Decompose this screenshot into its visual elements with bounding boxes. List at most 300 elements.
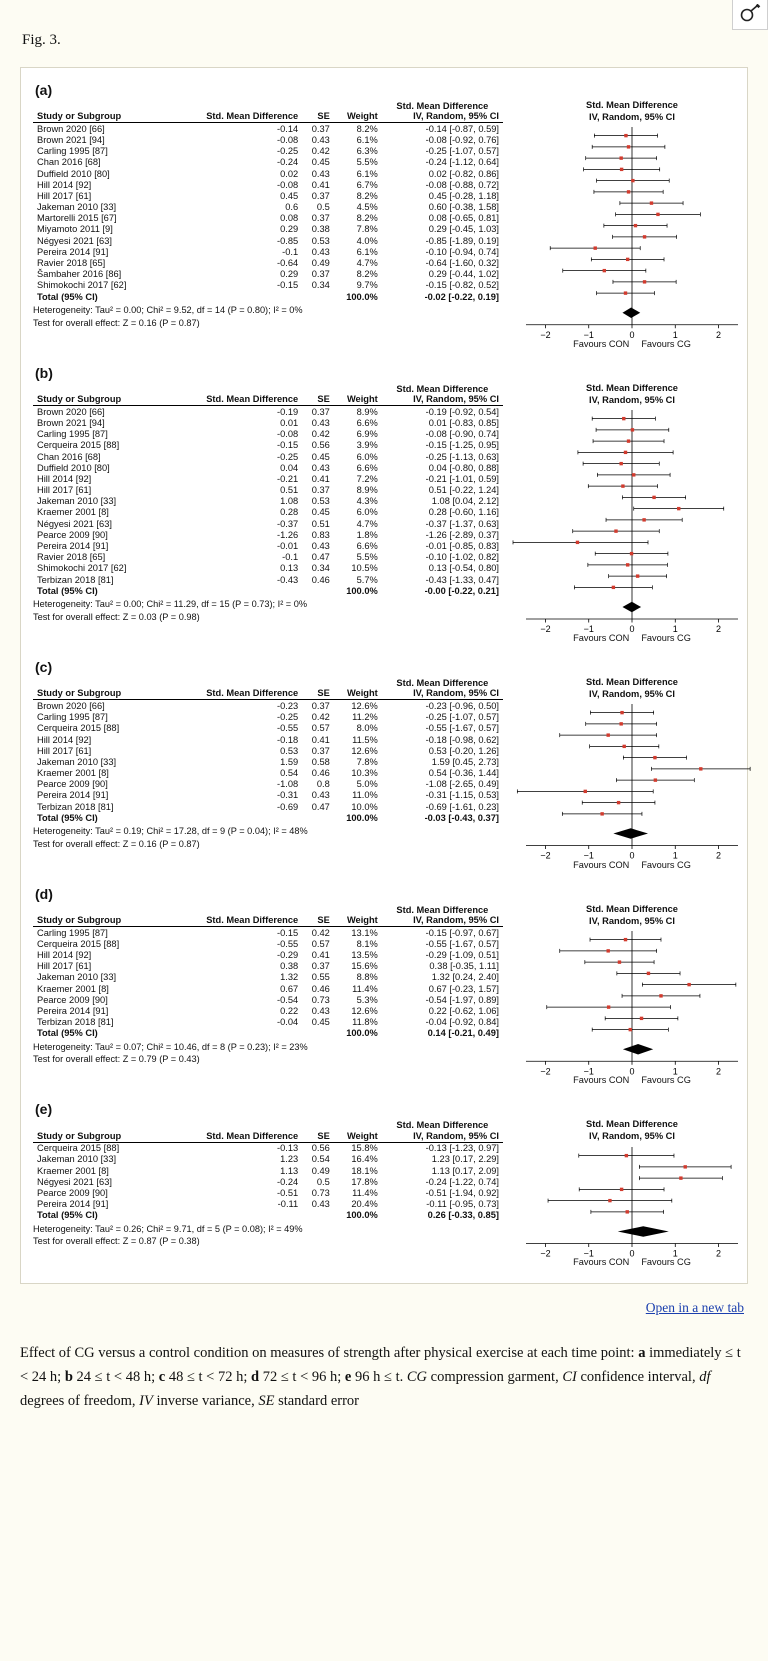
row-ci: 0.53 [-0.20, 1.26] <box>428 745 499 756</box>
table-row <box>33 790 503 801</box>
row-se: 0.45 <box>311 451 330 462</box>
row-study: Kraemer 2001 [8] <box>37 768 109 779</box>
row-smd: -0.14 <box>276 123 299 134</box>
row-study: Terbizan 2018 [81] <box>37 1017 114 1028</box>
table-row <box>33 1005 503 1016</box>
forest-plot-d <box>507 927 757 1077</box>
row-se: 0.37 <box>311 269 330 280</box>
caption-d-letter: d <box>251 1369 260 1386</box>
total-row <box>33 585 503 596</box>
row-ci: -0.64 [-1.60, 0.32] <box>425 258 499 269</box>
caption-a-letter: a <box>638 1345 646 1362</box>
favours-cg-label: Favours CG <box>641 633 691 644</box>
table-row <box>33 246 503 257</box>
row-ci: 1.32 [0.24, 2.40] <box>431 972 499 983</box>
row-smd: 0.54 <box>280 768 299 779</box>
row-se: 0.54 <box>311 1154 330 1165</box>
row-smd: -0.25 <box>276 451 299 462</box>
row-se: 0.37 <box>311 961 330 972</box>
row-se: 0.37 <box>311 190 330 201</box>
table-row <box>33 462 503 473</box>
total-row <box>33 812 503 823</box>
row-smd: -0.11 <box>277 1199 299 1210</box>
row-se: 0.56 <box>311 1143 330 1154</box>
row-smd: -0.24 <box>276 1176 299 1187</box>
svg-text:−2: −2 <box>540 1066 551 1077</box>
col-ci: IV, Random, 95% CI <box>382 394 503 406</box>
row-study: Hill 2017 [61] <box>37 745 92 756</box>
row-ci: 0.29 [-0.45, 1.03] <box>428 224 499 235</box>
row-ci: -0.11 [-0.95, 0.73] <box>426 1199 499 1210</box>
row-se: 0.42 <box>311 712 330 723</box>
table-row <box>33 540 503 551</box>
row-study: Jakeman 2010 [33] <box>37 496 117 507</box>
row-weight: 13.5% <box>351 950 378 961</box>
favours-con-label: Favours CON <box>573 633 630 644</box>
table-row <box>33 712 503 723</box>
row-weight: 5.5% <box>356 157 378 168</box>
table-row <box>33 157 503 168</box>
row-ci: -0.24 [-1.12, 0.64] <box>425 157 499 168</box>
row-se: 0.42 <box>311 429 330 440</box>
row-se: 0.37 <box>311 700 330 711</box>
row-weight: 8.9% <box>356 485 378 496</box>
row-study: Shimokochi 2017 [62] <box>37 563 127 574</box>
row-weight: 12.6% <box>351 700 378 711</box>
table-row <box>33 574 503 585</box>
row-study: Kraemer 2001 [8] <box>37 983 109 994</box>
row-ci: 0.08 [-0.65, 0.81] <box>428 213 499 224</box>
total-label: Total (95% CI) <box>37 1210 98 1221</box>
table-row <box>33 1017 503 1028</box>
row-smd: -0.51 <box>276 1187 299 1198</box>
total-ci: -0.03 [-0.43, 0.37] <box>424 812 499 823</box>
row-smd: -1.08 <box>276 779 299 790</box>
row-se: 0.37 <box>311 406 330 417</box>
row-ci: 1.23 [0.17, 2.29] <box>431 1154 499 1165</box>
table-title: Std. Mean Difference <box>396 904 489 915</box>
row-se: 0.43 <box>311 1199 330 1210</box>
row-smd: -0.69 <box>276 801 299 812</box>
table-row <box>33 1199 503 1210</box>
row-weight: 3.9% <box>356 440 378 451</box>
col-ci: IV, Random, 95% CI <box>382 1131 503 1143</box>
row-smd: 0.22 <box>280 1006 299 1016</box>
row-weight: 8.2% <box>356 190 378 201</box>
row-ci: -0.54 [-1.97, 0.89] <box>425 994 499 1005</box>
table-row <box>33 280 503 291</box>
row-se: 0.41 <box>311 734 330 745</box>
table-row <box>33 723 503 734</box>
row-smd: -0.04 <box>276 1017 299 1028</box>
pencil-icon[interactable] <box>732 0 768 30</box>
row-smd: -0.54 <box>276 994 299 1005</box>
row-se: 0.46 <box>311 574 330 585</box>
overall-effect-text: Test for overall effect: Z = 0.16 (P = 0.87) <box>33 838 200 849</box>
row-weight: 6.9% <box>356 429 378 440</box>
row-study: Jakeman 2010 [33] <box>37 1154 117 1165</box>
col-study: Study or Subgroup <box>33 915 181 927</box>
row-se: 0.43 <box>311 462 330 473</box>
row-weight: 6.6% <box>356 462 378 473</box>
table-title: Std. Mean Difference <box>396 100 489 111</box>
table-row <box>33 202 503 213</box>
forest-panel-b <box>33 365 735 643</box>
forest-table-d <box>33 904 503 1039</box>
abbr-term: CG <box>406 1369 428 1386</box>
row-weight: 6.6% <box>356 417 378 428</box>
row-se: 0.53 <box>311 496 330 507</box>
table-row <box>33 429 503 440</box>
row-ci: -0.13 [-1.23, 0.97] <box>425 1143 499 1154</box>
row-study: Brown 2021 [94] <box>37 417 105 428</box>
row-se: 0.41 <box>311 473 330 484</box>
table-row <box>33 756 503 767</box>
row-study: Jakeman 2010 [33] <box>37 202 117 213</box>
row-ci: -0.31 [-1.15, 0.53] <box>425 790 499 801</box>
panel-letter-a: (a) <box>35 82 53 98</box>
row-smd: -0.15 <box>276 440 299 451</box>
row-weight: 11.4% <box>352 1187 378 1198</box>
row-smd: 0.13 <box>280 563 299 574</box>
row-study: Šambaher 2016 [86] <box>37 269 122 280</box>
table-row <box>33 801 503 812</box>
table-row <box>33 927 503 939</box>
caption-d-text: 72 ≤ t < 96 h; <box>259 1369 345 1386</box>
abbr-def: degrees of freedom, <box>20 1392 140 1409</box>
total-label: Total (95% CI) <box>37 291 98 302</box>
row-se: 0.57 <box>311 723 330 734</box>
row-smd: -0.23 <box>276 700 299 711</box>
row-smd: -0.31 <box>276 790 299 801</box>
row-study: Ravier 2018 [65] <box>37 258 106 269</box>
table-row <box>33 440 503 451</box>
row-weight: 7.8% <box>356 224 378 235</box>
col-smd: Std. Mean Difference <box>181 111 302 123</box>
row-weight: 8.0% <box>356 723 378 734</box>
caption-e-text: 96 h ≤ t. <box>351 1369 404 1386</box>
row-weight: 12.6% <box>351 1006 378 1016</box>
row-se: 0.43 <box>311 168 330 179</box>
heterogeneity-text: Heterogeneity: Tau² = 0.07; Chi² = 10.46, df = 8 (P = 0.23); I² = 23% <box>33 1041 308 1052</box>
overall-effect-text: Test for overall effect: Z = 0.03 (P = 0.98) <box>33 611 200 622</box>
table-row <box>33 938 503 949</box>
row-weight: 5.7% <box>356 574 378 585</box>
row-smd: -0.08 <box>276 429 299 440</box>
table-row <box>33 168 503 179</box>
forest-table-b <box>33 383 503 596</box>
row-se: 0.73 <box>311 1187 330 1198</box>
row-ci: -1.08 [-2.65, 0.49] <box>425 779 499 790</box>
row-se: 0.58 <box>311 756 330 767</box>
total-ci: 0.14 [-0.21, 0.49] <box>427 1028 499 1039</box>
abbr-term: df <box>699 1369 711 1386</box>
row-weight: 11.2% <box>352 712 378 723</box>
favours-con-label: Favours CON <box>573 1257 630 1268</box>
forest-table-c <box>33 677 503 823</box>
row-smd: 1.32 <box>280 972 299 983</box>
row-se: 0.8 <box>316 779 330 790</box>
forest-plot-a <box>507 123 757 341</box>
row-smd: 0.29 <box>280 224 299 235</box>
row-se: 0.43 <box>311 246 330 257</box>
row-se: 0.43 <box>311 790 330 801</box>
table-row <box>33 949 503 960</box>
col-smd: Std. Mean Difference <box>181 394 302 406</box>
table-row <box>33 734 503 745</box>
total-label: Total (95% CI) <box>37 585 98 596</box>
caption-intro: Effect of CG versus a control condition on measures of strength after physical exercise at each time point: <box>20 1345 639 1362</box>
col-study: Study or Subgroup <box>33 688 181 700</box>
row-se: 0.43 <box>311 134 330 145</box>
row-weight: 6.1% <box>356 134 378 145</box>
row-smd: -0.1 <box>282 552 299 563</box>
heterogeneity-text: Heterogeneity: Tau² = 0.26; Chi² = 9.71, df = 5 (P = 0.08); I² = 49% <box>33 1223 303 1234</box>
row-weight: 5.0% <box>356 779 378 790</box>
total-weight: 100.0% <box>346 585 378 596</box>
svg-text:0: 0 <box>629 624 635 635</box>
row-study: Terbizan 2018 [81] <box>37 574 114 585</box>
row-se: 0.42 <box>311 927 330 938</box>
row-ci: 0.28 [-0.60, 1.16] <box>428 507 499 518</box>
row-study: Miyamoto 2011 [9] <box>37 224 113 235</box>
total-label: Total (95% CI) <box>37 1028 98 1039</box>
row-ci: -0.69 [-1.61, 0.23] <box>425 801 499 812</box>
row-study: Pereira 2014 [91] <box>37 541 109 551</box>
row-study: Jakeman 2010 [33] <box>37 756 117 767</box>
row-se: 0.5 <box>316 202 330 213</box>
table-row <box>33 507 503 518</box>
caption-e-letter: e <box>344 1369 352 1386</box>
row-smd: 0.67 <box>280 983 299 994</box>
row-study: Pearce 2009 [90] <box>37 529 108 540</box>
row-weight: 8.1% <box>356 938 378 949</box>
row-se: 0.5 <box>316 1176 330 1187</box>
row-study: Hill 2014 [92] <box>37 179 92 190</box>
total-label: Total (95% CI) <box>37 812 98 823</box>
row-weight: 7.8% <box>356 756 378 767</box>
overall-effect-text: Test for overall effect: Z = 0.79 (P = 0.43) <box>33 1054 200 1065</box>
row-weight: 4.7% <box>356 518 378 529</box>
svg-text:−1: −1 <box>583 624 594 635</box>
favours-con-label: Favours CON <box>573 1075 630 1086</box>
row-se: 0.37 <box>311 213 330 224</box>
table-row <box>33 745 503 756</box>
panel-letter-c: (c) <box>35 659 53 676</box>
svg-text:2: 2 <box>716 1248 722 1259</box>
row-study: Hill 2014 [92] <box>37 950 92 961</box>
row-weight: 9.7% <box>356 280 378 291</box>
row-weight: 8.2% <box>356 213 378 224</box>
row-study: Négyesi 2021 [63] <box>37 235 112 246</box>
row-ci: 0.54 [-0.36, 1.44] <box>428 768 499 779</box>
svg-text:−1: −1 <box>583 850 594 861</box>
row-study: Pearce 2009 [90] <box>37 779 108 790</box>
col-se: SE <box>302 915 334 927</box>
table-row <box>33 563 503 574</box>
row-weight: 4.7% <box>356 258 378 269</box>
row-se: 0.34 <box>311 563 330 574</box>
favours-cg-label: Favours CG <box>641 338 691 349</box>
row-weight: 15.6% <box>351 961 378 972</box>
row-study: Martorelli 2015 [67] <box>37 213 117 224</box>
row-study: Cerqueira 2015 [88] <box>37 440 120 451</box>
total-weight: 100.0% <box>346 1210 378 1221</box>
col-weight: Weight <box>334 1131 382 1143</box>
row-ci: -0.04 [-0.92, 0.84] <box>425 1017 499 1028</box>
row-se: 0.37 <box>311 485 330 496</box>
row-ci: -0.08 [-0.92, 0.76] <box>425 134 499 145</box>
table-row <box>33 269 503 280</box>
table-title: Std. Mean Difference <box>396 1119 489 1130</box>
col-weight: Weight <box>334 394 382 406</box>
table-title: Std. Mean Difference <box>396 383 489 394</box>
row-study: Hill 2017 [61] <box>37 190 92 201</box>
row-ci: -0.37 [-1.37, 0.63] <box>425 518 499 529</box>
table-row <box>33 1142 503 1154</box>
row-study: Cerqueira 2015 [88] <box>37 938 120 949</box>
abbr-def: inverse variance, <box>152 1392 259 1409</box>
row-smd: 0.6 <box>285 202 299 213</box>
open-in-new-tab-link[interactable]: Open in a new tab <box>645 1300 744 1316</box>
svg-text:0: 0 <box>629 850 635 861</box>
table-row <box>33 961 503 972</box>
table-row <box>33 224 503 235</box>
row-smd: -1.26 <box>276 529 299 540</box>
row-se: 0.37 <box>311 123 330 134</box>
row-ci: -0.23 [-0.96, 0.50] <box>425 700 499 711</box>
row-weight: 6.0% <box>356 507 378 518</box>
row-study: Pereira 2014 [91] <box>37 1006 109 1016</box>
row-study: Pereira 2014 [91] <box>37 1199 109 1210</box>
svg-text:−2: −2 <box>540 624 551 635</box>
row-weight: 10.0% <box>351 801 378 812</box>
open-in-new-tab[interactable] <box>20 1300 744 1316</box>
col-se: SE <box>302 1131 334 1143</box>
row-weight: 7.2% <box>356 473 378 484</box>
row-ci: 0.13 [-0.54, 0.80] <box>428 563 499 574</box>
row-smd: 1.59 <box>280 756 299 767</box>
row-smd: 0.38 <box>280 961 299 972</box>
row-weight: 6.0% <box>356 451 378 462</box>
row-ci: 1.08 [0.04, 2.12] <box>431 496 499 507</box>
table-title: Std. Mean Difference <box>396 677 489 688</box>
plot-header: Std. Mean Difference IV, Random, 95% CI <box>586 677 678 699</box>
row-smd: -0.18 <box>276 734 299 745</box>
row-ci: -0.25 [-1.13, 0.63] <box>425 451 499 462</box>
row-smd: 0.53 <box>280 745 299 756</box>
row-study: Brown 2021 [94] <box>37 134 105 145</box>
overall-effect-text: Test for overall effect: Z = 0.16 (P = 0.87) <box>33 317 200 328</box>
row-se: 0.45 <box>311 1017 330 1028</box>
favours-cg-label: Favours CG <box>641 1075 691 1086</box>
row-se: 0.51 <box>311 518 330 529</box>
table-row <box>33 972 503 983</box>
row-se: 0.57 <box>311 938 330 949</box>
row-weight: 11.4% <box>352 983 378 994</box>
row-weight: 18.1% <box>351 1165 378 1176</box>
panel-letter-d: (d) <box>35 885 53 902</box>
row-study: Terbizan 2018 [81] <box>37 801 114 812</box>
plot-header: Std. Mean Difference IV, Random, 95% CI <box>586 903 678 926</box>
table-row <box>33 1176 503 1187</box>
row-smd: -0.37 <box>276 518 299 529</box>
row-weight: 8.9% <box>356 406 378 417</box>
row-study: Shimokochi 2017 [62] <box>37 280 127 291</box>
total-ci: 0.26 [-0.33, 0.85] <box>427 1210 499 1221</box>
table-row <box>33 779 503 790</box>
table-row <box>33 1154 503 1165</box>
row-study: Ravier 2018 [65] <box>37 552 106 563</box>
row-smd: -0.64 <box>276 258 299 269</box>
table-row <box>33 1187 503 1198</box>
row-study: Duffield 2010 [80] <box>37 168 110 179</box>
row-smd: 1.13 <box>280 1165 299 1176</box>
row-ci: -0.55 [-1.67, 0.57] <box>425 723 499 734</box>
row-se: 0.43 <box>311 541 330 551</box>
col-study: Study or Subgroup <box>33 111 181 123</box>
table-row <box>33 1165 503 1176</box>
table-row <box>33 768 503 779</box>
row-smd: 0.08 <box>280 213 299 224</box>
total-ci: -0.00 [-0.22, 0.21] <box>424 585 499 596</box>
row-se: 0.41 <box>311 950 330 961</box>
row-smd: 0.45 <box>280 190 299 201</box>
svg-text:−2: −2 <box>540 1248 551 1259</box>
row-weight: 15.8% <box>351 1143 378 1154</box>
row-se: 0.56 <box>311 440 330 451</box>
row-ci: -0.10 [-0.94, 0.74] <box>425 246 499 257</box>
total-row <box>33 1210 503 1221</box>
row-ci: -0.15 [-0.82, 0.52] <box>425 280 499 291</box>
plot-header: Std. Mean Difference IV, Random, 95% CI <box>586 100 678 122</box>
row-se: 0.46 <box>311 768 330 779</box>
row-ci: -0.25 [-1.07, 0.57] <box>425 712 499 723</box>
col-weight: Weight <box>334 915 382 927</box>
row-study: Brown 2020 [66] <box>37 406 105 417</box>
row-study: Chan 2016 [68] <box>37 451 101 462</box>
forest-panel-c <box>33 659 735 870</box>
favours-cg-label: Favours CG <box>641 859 691 870</box>
abbr-def: compression garment, <box>427 1369 563 1386</box>
row-weight: 6.6% <box>356 541 378 551</box>
row-weight: 6.1% <box>356 246 378 257</box>
caption-a-text: immediately ≤ t < 24 h; <box>20 1345 741 1386</box>
caption-c-letter: c <box>158 1369 166 1386</box>
table-row <box>33 451 503 462</box>
svg-text:1: 1 <box>672 850 678 861</box>
row-study: Hill 2017 [61] <box>37 485 92 496</box>
row-weight: 6.1% <box>356 168 378 179</box>
table-row <box>33 146 503 157</box>
col-weight: Weight <box>334 111 382 123</box>
forest-table-e <box>33 1119 503 1221</box>
row-ci: -0.24 [-1.22, 0.74] <box>425 1176 499 1187</box>
row-study: Hill 2014 [92] <box>37 734 92 745</box>
total-ci: -0.02 [-0.22, 0.19] <box>424 291 499 302</box>
row-smd: -0.15 <box>276 280 299 291</box>
row-ci: -0.51 [-1.94, 0.92] <box>425 1187 499 1198</box>
row-ci: -0.85 [-1.89, 0.19] <box>425 235 499 246</box>
abbr-term: CI <box>562 1369 577 1386</box>
row-study: Cerqueira 2015 [88] <box>37 723 120 734</box>
row-study: Pereira 2014 [91] <box>37 246 109 257</box>
svg-text:1: 1 <box>672 624 678 635</box>
row-weight: 6.3% <box>356 146 378 157</box>
row-study: Pereira 2014 [91] <box>37 790 109 801</box>
row-se: 0.34 <box>311 280 330 291</box>
col-ci: IV, Random, 95% CI <box>382 688 503 700</box>
